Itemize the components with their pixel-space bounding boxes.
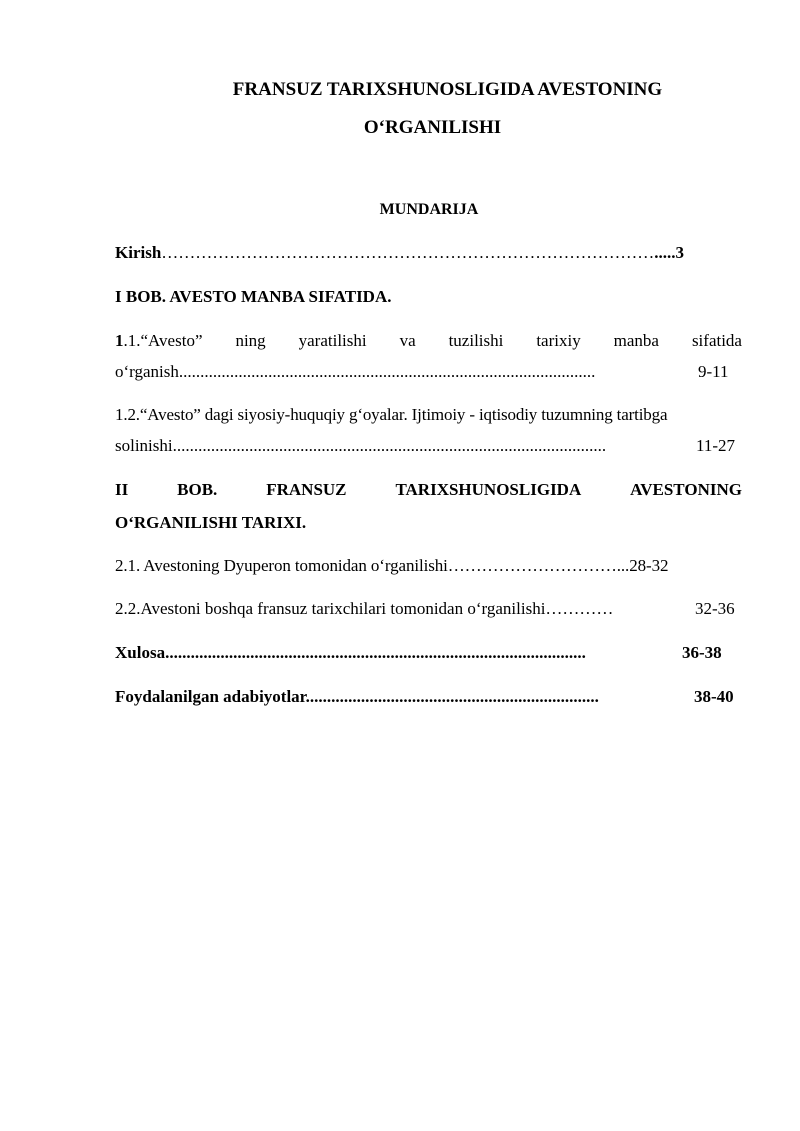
document-title-line-2: O‘RGANILISHI: [363, 117, 502, 138]
toc-chapter-2-line-2: O‘RGANILISHI TARIXI.: [115, 513, 307, 532]
toc-entry-1-1-word: tuzilishi: [448, 331, 504, 350]
toc-entry-1-1-word: ning: [235, 331, 266, 350]
toc-entry-1-1-word: manba: [613, 331, 659, 350]
toc-entry-foydalanilgan-adabiyotlar-page: 38-40: [694, 687, 734, 706]
toc-entry-1-1-line-2: o‘rganish..................................................................................................: [115, 362, 596, 381]
document-title-line-1: FRANSUZ TARIXSHUNOSLIGIDA AVESTONING: [232, 79, 663, 100]
toc-entry-1-1-word: .1.“Avesto”: [123, 331, 203, 350]
toc-entry-1-1-line-1: [115, 327, 742, 355]
toc-entry-kirish: [115, 239, 742, 267]
toc-leader-dots: ……………………………………………………………………………: [161, 243, 655, 262]
toc-entry-xulosa-page: 36-38: [682, 643, 722, 662]
toc-entry-1-1-word: yaratilishi: [298, 331, 367, 350]
toc-chapter-2-word: AVESTONING: [630, 480, 742, 499]
toc-chapter-2-word: II: [115, 480, 129, 499]
toc-entry-xulosa: Xulosa...................................................................................................: [115, 643, 586, 662]
toc-chapter-1: I BOB. AVESTO MANBA SIFATIDA.: [115, 287, 392, 306]
toc-entry-2-1: 2.1. Avestoning Dyuperon tomonidan o‘rganilishi…………………………...28-32: [115, 556, 669, 575]
toc-chapter-2-word: BOB.: [177, 480, 218, 499]
toc-chapter-2-word: FRANSUZ: [266, 480, 347, 499]
toc-entry-foydalanilgan-adabiyotlar: Foydalanilgan adabiyotlar.....................................................................: [115, 687, 599, 706]
toc-entry-1-1-word-1: [115, 327, 203, 355]
toc-entry-page: .....3: [654, 243, 685, 262]
toc-chapter-2-word: TARIXSHUNOSLIGIDA: [395, 480, 582, 499]
toc-entry-1-2-line-1: 1.2.“Avesto” dagi siyosiy-huquqiy g‘oyalar. Ijtimoiy - iqtisodiy tuzumning tartibga: [115, 405, 668, 424]
toc-entry-2-2-page: 32-36: [695, 599, 735, 618]
toc-chapter-2-line-1: [115, 476, 742, 504]
toc-entry-1-2-page: 11-27: [696, 436, 736, 455]
toc-entry-1-1-word: va: [399, 331, 416, 350]
toc-entry-1-2-line-2: solinishi......................................................................................................: [115, 436, 607, 455]
toc-entry-1-1-page: 9-11: [698, 362, 729, 381]
toc-entry-label: Kirish: [115, 243, 162, 262]
toc-heading: MUNDARIJA: [379, 201, 479, 218]
toc-entry-2-2: 2.2.Avestoni boshqa fransuz tarixchilari tomonidan o‘rganilishi…………: [115, 599, 614, 618]
toc-entry-1-1-lead: 1: [115, 331, 124, 350]
toc-entry-1-1-word: sifatida: [691, 331, 742, 350]
toc-entry-1-1-word: tarixiy: [536, 331, 581, 350]
